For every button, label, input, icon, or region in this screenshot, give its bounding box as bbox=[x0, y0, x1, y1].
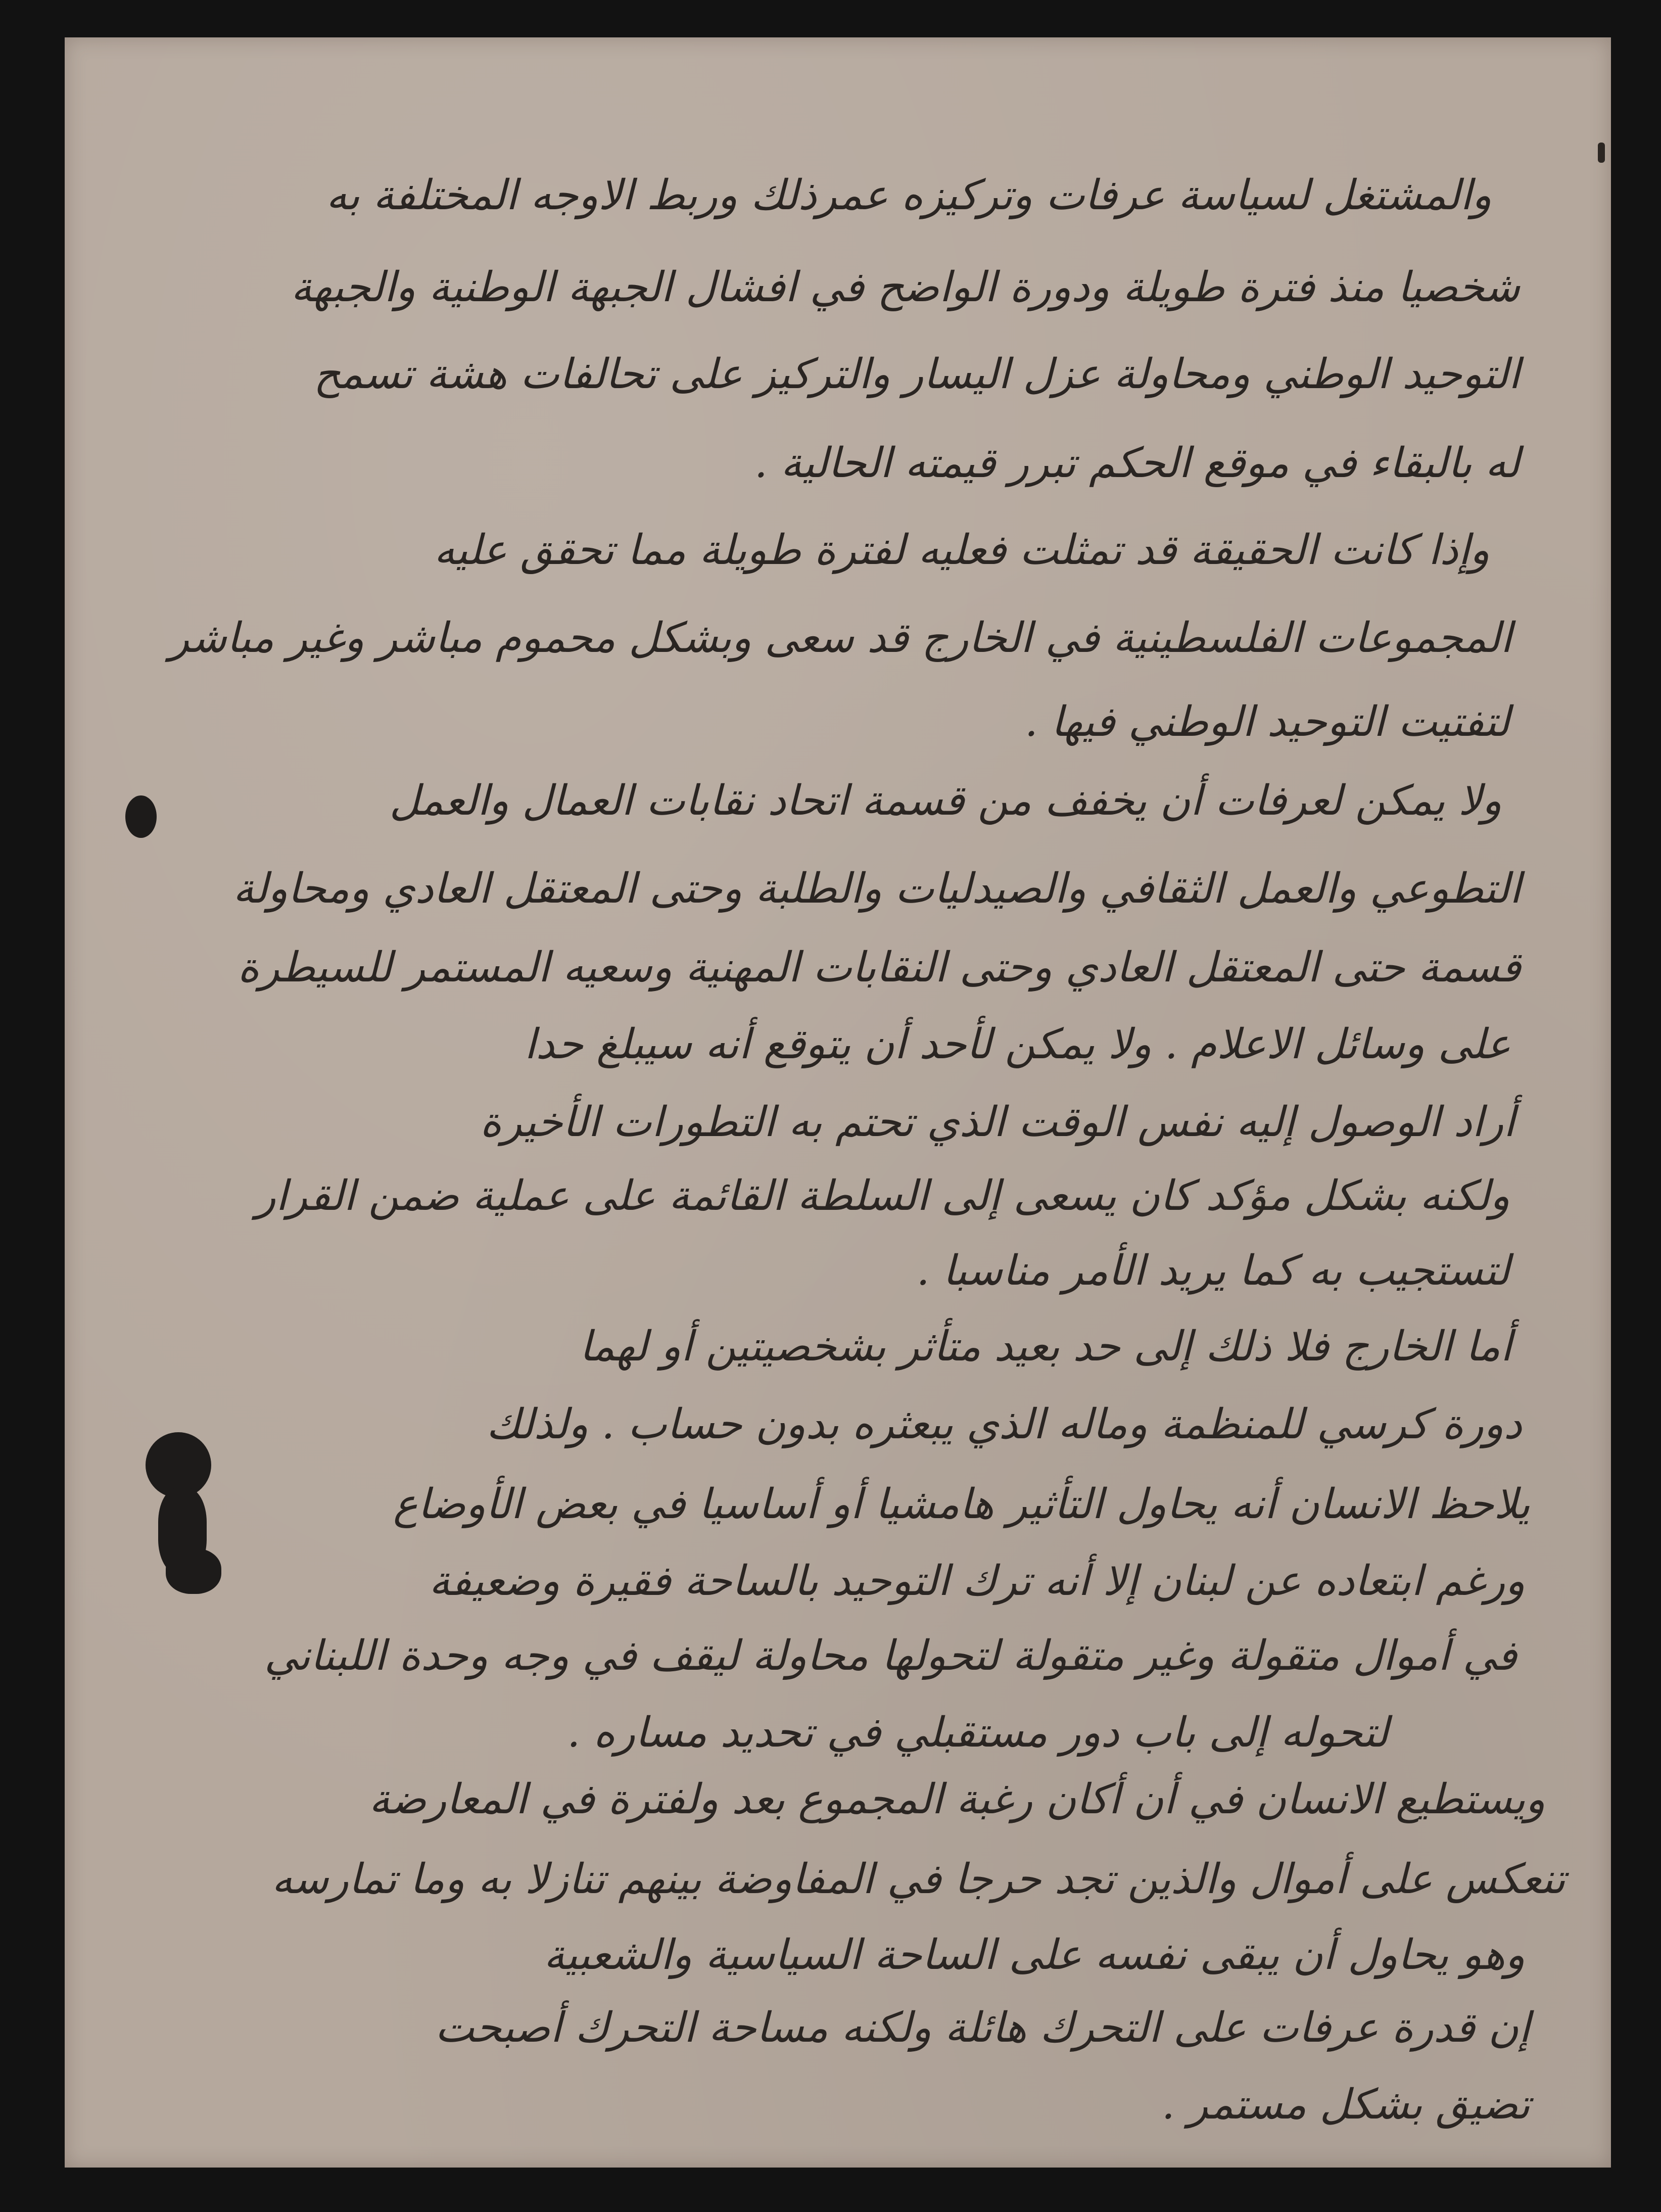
document-line: أما الخارج فلا ذلك إلى حد بعيد متأثر بشخصيتين أو لهما bbox=[579, 1323, 1512, 1371]
document-line: تضيق بشكل مستمر . bbox=[1161, 2081, 1530, 2129]
document-line: لتستجيب به كما يريد الأمر مناسبا . bbox=[916, 1247, 1510, 1295]
document-line: التطوعي والعمل الثقافي والصيدليات والطلبة وحتى المعتقل العادي ومحاولة bbox=[233, 865, 1521, 913]
document-line: في أموال متقولة وغير متقولة لتحولها محاولة ليقف في وجه وحدة اللبناني bbox=[264, 1632, 1517, 1680]
document-line: التوحيد الوطني ومحاولة عزل اليسار والتركيز على تحالفات هشة تسمح bbox=[313, 350, 1520, 398]
document-line: والمشتغل لسياسة عرفات وتركيزه عمرذلك وربط الاوجه المختلفة به bbox=[326, 171, 1492, 219]
document-page bbox=[65, 37, 1611, 2168]
document-line: ورغم ابتعاده عن لبنان إلا أنه ترك التوحيد بالساحة فقيرة وضعيفة bbox=[429, 1557, 1525, 1605]
document-line: على وسائل الاعلام . ولا يمكن لأحد أن يتوقع أنه سيبلغ حدا bbox=[524, 1020, 1511, 1068]
document-line: وإذا كانت الحقيقة قد تمثلت فعليه لفترة طويلة مما تحقق عليه bbox=[434, 526, 1490, 574]
ink-blot-mark bbox=[125, 795, 157, 838]
document-line: أراد الوصول إليه نفس الوقت الذي تحتم به التطورات الأخيرة bbox=[480, 1098, 1515, 1146]
document-line: لتحوله إلى باب دور مستقبلي في تحديد مساره . bbox=[567, 1709, 1389, 1757]
document-line: دورة كرسي للمنظمة وماله الذي يبعثره بدون حساب . ولذلك bbox=[486, 1400, 1522, 1448]
document-line: له بالبقاء في موقع الحكم تبرر قيمته الحالية . bbox=[754, 439, 1520, 487]
document-line: شخصيا منذ فترة طويلة ودورة الواضح في افشال الجبهة الوطنية والجبهة bbox=[291, 263, 1520, 311]
edge-mark bbox=[1598, 143, 1605, 163]
document-line: المجموعات الفلسطينية في الخارج قد سعى وبشكل محموم مباشر وغير مباشر bbox=[169, 614, 1512, 662]
document-line: إن قدرة عرفات على التحرك هائلة ولكنه مساحة التحرك أصبحت bbox=[435, 2004, 1530, 2052]
ink-blot-mark bbox=[166, 1548, 221, 1594]
document-line: تنعكس على أموال والذين تجد حرجا في المفاوضة بينهم تنازلا به وما تمارسه bbox=[271, 1855, 1565, 1903]
document-line: ولكنه بشكل مؤكد كان يسعى إلى السلطة القائمة على عملية ضمن القرار bbox=[256, 1172, 1510, 1220]
document-line: لتفتيت التوحيد الوطني فيها . bbox=[1024, 698, 1510, 746]
document-line: وهو يحاول أن يبقى نفسه على الساحة السياسية والشعبية bbox=[543, 1931, 1525, 1979]
document-line: ويستطيع الانسان في أن أكان رغبة المجموع بعد ولفترة في المعارضة bbox=[369, 1775, 1545, 1823]
document-line: ولا يمكن لعرفات أن يخفف من قسمة اتحاد نقابات العمال والعمل bbox=[389, 777, 1502, 825]
document-line: قسمة حتى المعتقل العادي وحتى النقابات المهنية وسعيه المستمر للسيطرة bbox=[238, 944, 1521, 992]
document-line: يلاحظ الانسان أنه يحاول التأثير هامشيا أو أساسيا في بعض الأوضاع bbox=[393, 1480, 1530, 1528]
